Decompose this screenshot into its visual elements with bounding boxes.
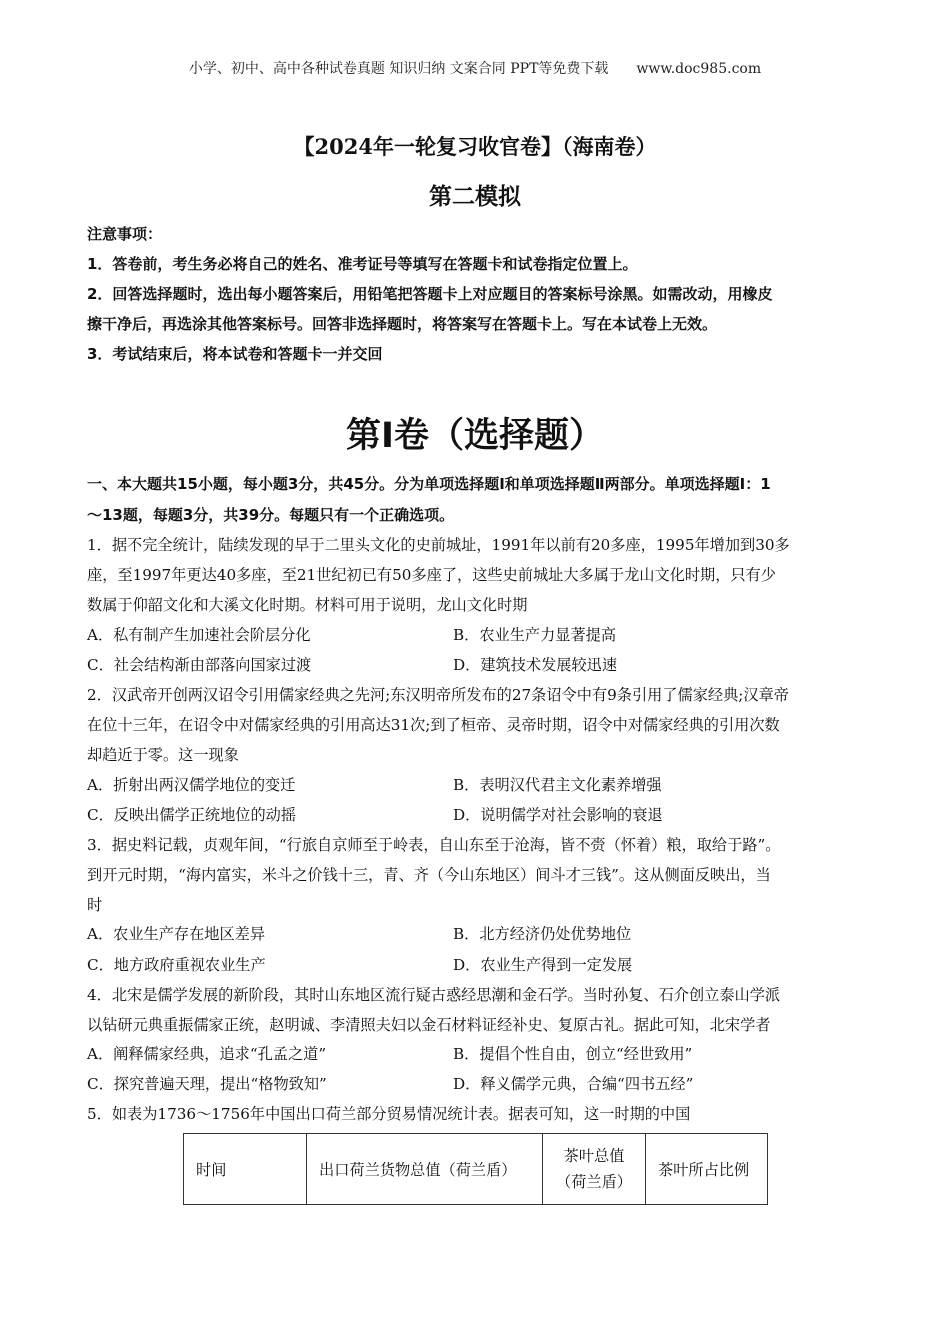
question-3-option-d: D．农业生产得到一定发展 <box>453 956 633 974</box>
notes-item-3: 3．考试结束后，将本试卷和答题卡一并交回 <box>87 345 383 363</box>
question-2-option-d: D．说明儒学对社会影响的衰退 <box>453 806 663 824</box>
notes-heading: 注意事项： <box>87 225 163 243</box>
question-3-line-1: 3．据史料记载，贞观年间，“行旅自京师至于岭表，自山东至于沧海，皆不赍（怀着）粮，取给于路”。 <box>87 836 781 854</box>
question-3-option-a: A．农业生产存在地区差异 <box>87 925 266 943</box>
exam-title: 【2024年一轮复习收官卷】（海南卷） <box>293 134 657 159</box>
table-header-export-total: 出口荷兰货物总值（荷兰盾） <box>307 1134 543 1205</box>
question-5-line-1: 5．如表为1736～1756年中国出口荷兰部分贸易情况统计表。据表可知，这一时期的中国 <box>87 1105 691 1123</box>
table-header-row <box>184 1134 768 1205</box>
part-intro-line-1: 一、本大题共15小题，每小题3分，共45分。分为单项选择题Ⅰ和单项选择题Ⅱ两部分。单项选择题Ⅰ：1 <box>87 475 771 493</box>
question-1-line-2: 座，至1997年更达40多座，至21世纪初已有50多座了，这些史前城址大多属于龙山文化时期，只有少 <box>87 566 776 584</box>
question-1-option-d: D．建筑技术发展较迅速 <box>453 656 618 674</box>
table-header-tea-total-line-2: （荷兰盾） <box>556 1173 632 1191</box>
header-url[interactable]: www.doc985.com <box>636 61 762 77</box>
section-title: 第I卷（选择题） <box>345 416 605 456</box>
question-1-line-1: 1．据不完全统计，陆续发现的早于二里头文化的史前城址，1991年以前有20多座，1995年增加到30多 <box>87 536 790 554</box>
page-header <box>0 58 950 78</box>
question-3-line-3: 时 <box>87 896 103 914</box>
part-intro-line-2: ～13题，每题3分，共39分。每题只有一个正确选项。 <box>87 506 455 524</box>
question-4-option-c: C．探究普遍天理，提出“格物致知” <box>87 1075 327 1093</box>
exam-subtitle: 第二模拟 <box>429 183 521 210</box>
question-2-option-b: B．表明汉代君主文化素养增强 <box>453 776 662 794</box>
question-4-line-1: 4．北宋是儒学发展的新阶段，其时山东地区流行疑古惑经思潮和金石学。当时孙复、石介创立泰山学派 <box>87 986 781 1004</box>
question-4-line-2: 以钻研元典重振儒家正统，赵明诚、李清照夫妇以金石材料证经补史、复原古礼。据此可知，北宋学者 <box>87 1016 771 1034</box>
table-header-time: 时间 <box>184 1134 307 1205</box>
question-2-option-c: C．反映出儒学正统地位的动摇 <box>87 806 297 824</box>
question-2-line-3: 却趋近于零。这一现象 <box>87 746 239 764</box>
table-header-tea-ratio: 茶叶所占比例 <box>646 1134 768 1205</box>
question-1-line-3: 数属于仰韶文化和大溪文化时期。材料可用于说明，龙山文化时期 <box>87 596 528 614</box>
header-text: 小学、初中、高中各种试卷真题 知识归纳 文案合同 PPT等免费下载 <box>188 61 609 77</box>
question-2-line-2: 在位十三年，在诏令中对儒家经典的引用高达31次;到了桓帝、灵帝时期，诏令中对儒家经典的引用次数 <box>87 716 780 734</box>
question-4-option-d: D．释义儒学元典，合编“四书五经” <box>453 1075 694 1093</box>
question-1-option-a: A．私有制产生加速社会阶层分化 <box>87 626 311 644</box>
question-2-option-a: A．折射出两汉儒学地位的变迁 <box>87 776 296 794</box>
notes-item-2-line-1: 2．回答选择题时，选出每小题答案后，用铅笔把答题卡上对应题目的答案标号涂黑。如需改动，用橡皮 <box>87 285 773 303</box>
question-2-line-1: 2．汉武帝开创两汉诏令引用儒家经典之先河;东汉明帝所发布的27条诏令中有9条引用了儒家经典;汉章帝 <box>87 686 789 704</box>
notes-item-2-line-2: 擦干净后，再选涂其他答案标号。回答非选择题时，将答案写在答题卡上。写在本试卷上无效。 <box>87 315 718 333</box>
trade-table <box>183 1133 768 1205</box>
table-header-tea-total-line-1: 茶叶总值 <box>563 1147 625 1165</box>
table-header-tea-total <box>543 1134 646 1205</box>
question-3-option-c: C．地方政府重视农业生产 <box>87 956 266 974</box>
question-3-option-b: B．北方经济仍处优势地位 <box>453 925 632 943</box>
notes-item-1: 1．答卷前，考生务必将自己的姓名、准考证号等填写在答题卡和试卷指定位置上。 <box>87 255 638 273</box>
question-1-option-c: C．社会结构渐由部落向国家过渡 <box>87 656 312 674</box>
question-4-option-a: A．阐释儒家经典，追求“孔孟之道” <box>87 1045 327 1063</box>
question-3-line-2: 到开元时期，“海内富实，米斗之价钱十三，青、齐（今山东地区）间斗才三钱”。这从侧面反映出，当 <box>87 866 771 884</box>
question-1-option-b: B．农业生产力显著提高 <box>453 626 617 644</box>
question-4-option-b: B．提倡个性自由，创立“经世致用” <box>453 1045 693 1063</box>
